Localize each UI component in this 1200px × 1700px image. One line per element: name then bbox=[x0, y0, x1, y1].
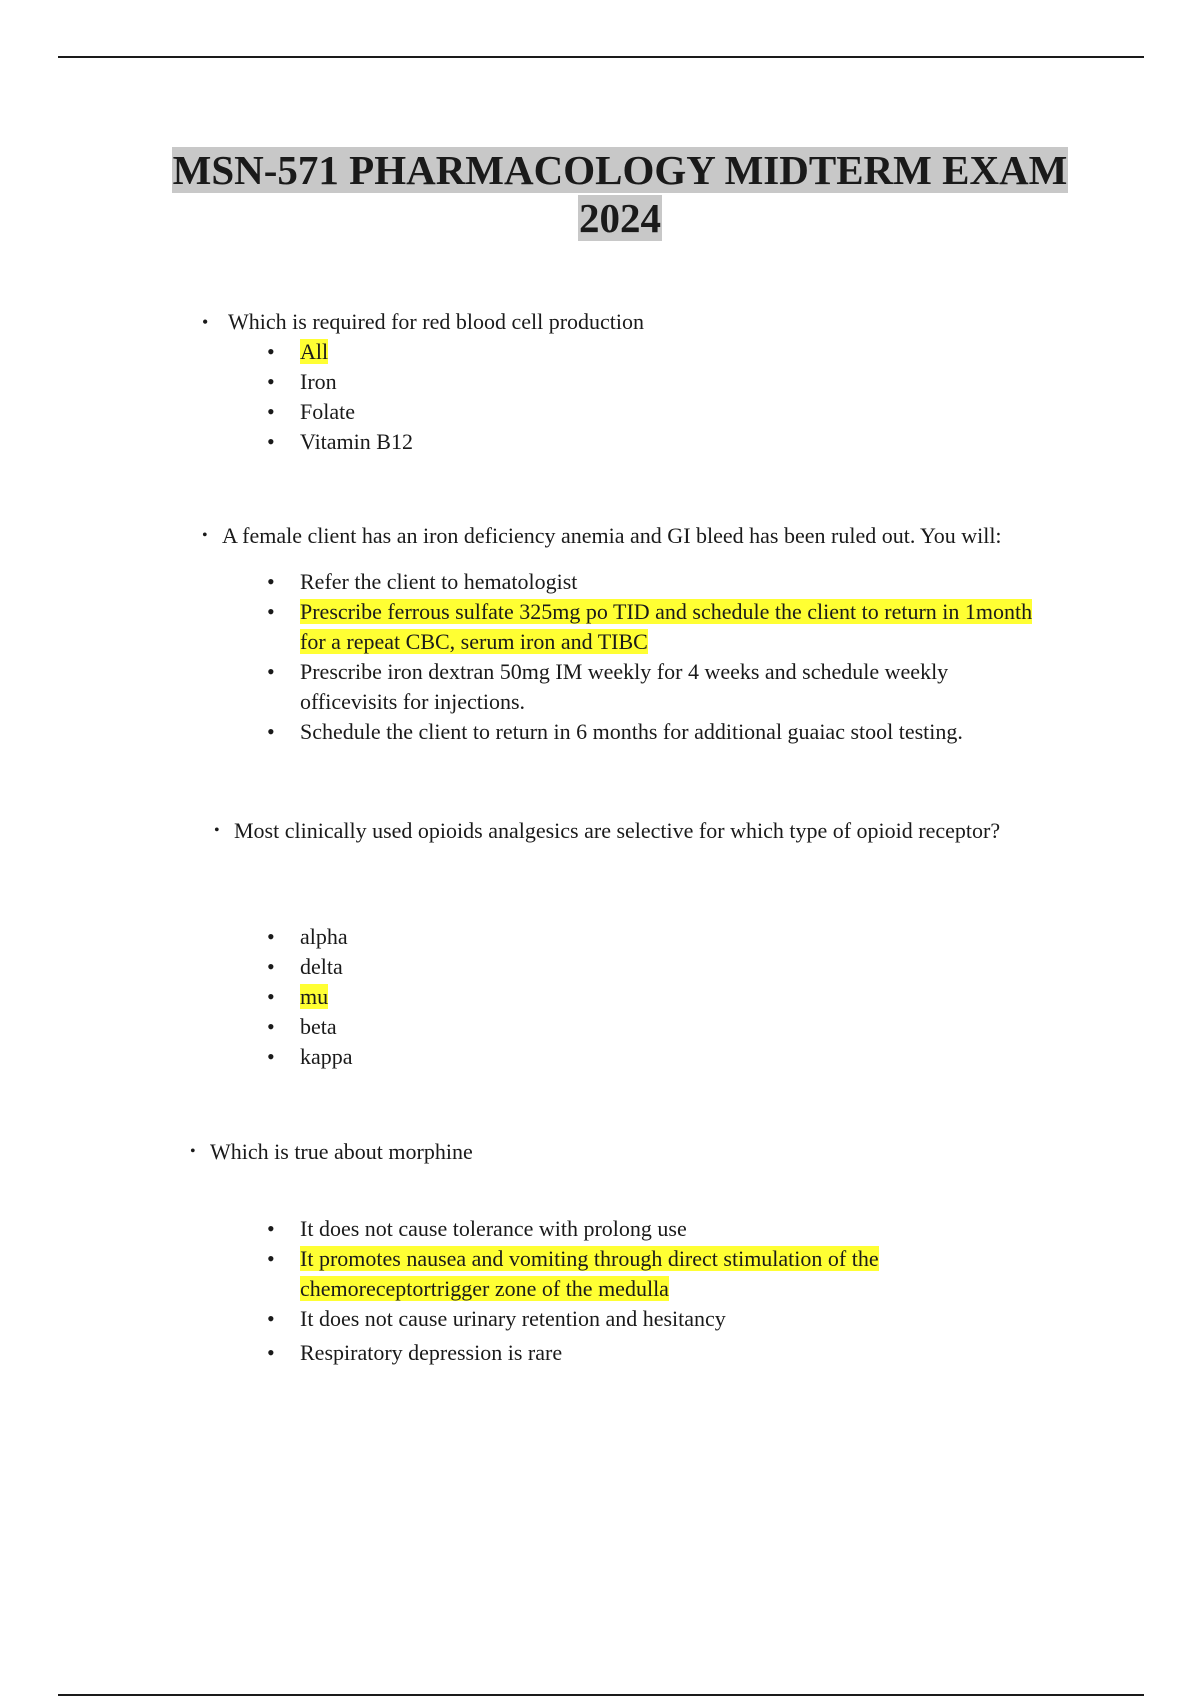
list-item bbox=[267, 597, 1040, 657]
question-4 bbox=[190, 1137, 473, 1167]
option-text: alpha bbox=[300, 924, 348, 949]
bottom-rule bbox=[58, 1694, 1144, 1696]
list-item bbox=[267, 717, 1040, 747]
bullet-icon: • bbox=[267, 339, 275, 364]
question-text: Most clinically used opioids analgesics are selective for which type of opioid receptor? bbox=[234, 818, 1001, 843]
option-text: It does not cause urinary retention and hesitancy bbox=[300, 1306, 726, 1331]
option-text: kappa bbox=[300, 1044, 353, 1069]
bullet-icon: • bbox=[267, 569, 275, 594]
bullet-icon: • bbox=[267, 1216, 275, 1241]
option-text: Prescribe ferrous sulfate 325mg po TID and schedule the client to return in 1month for a repeat CBC, serum iron and TIBC bbox=[300, 599, 1033, 654]
top-rule bbox=[58, 56, 1144, 58]
question-2 bbox=[202, 521, 1002, 551]
bullet-icon: • bbox=[267, 599, 275, 624]
bullet-icon: • bbox=[267, 924, 275, 949]
list-item bbox=[267, 657, 1040, 717]
options-list-2 bbox=[267, 567, 1040, 747]
title-line-1: MSN-571 PHARMACOLOGY MIDTERM EXAM bbox=[172, 147, 1068, 193]
bullet-icon: • bbox=[267, 719, 275, 744]
option-text: Iron bbox=[300, 369, 337, 394]
question-text: Which is required for red blood cell production bbox=[228, 309, 645, 334]
bullet-icon: • bbox=[267, 1246, 275, 1271]
question-text: Which is true about morphine bbox=[210, 1139, 473, 1164]
bullet-icon: • bbox=[267, 659, 275, 684]
list-item bbox=[267, 1214, 940, 1244]
question-1 bbox=[202, 307, 645, 337]
option-text: Prescribe iron dextran 50mg IM weekly for 4 weeks and schedule weekly officevisits for injections. bbox=[300, 659, 949, 714]
bullet-icon: • bbox=[267, 369, 275, 394]
options-list-1 bbox=[267, 337, 413, 457]
list-item bbox=[267, 982, 353, 1012]
bullet-icon: • bbox=[202, 527, 208, 544]
list-item bbox=[267, 1338, 940, 1368]
list-item bbox=[267, 427, 413, 457]
question-text: A female client has an iron deficiency anemia and GI bleed has been ruled out. You will: bbox=[222, 523, 1002, 548]
list-item bbox=[267, 1304, 940, 1334]
option-text: Schedule the client to return in 6 months for additional guaiac stool testing. bbox=[300, 719, 963, 744]
bullet-icon: • bbox=[267, 1340, 275, 1365]
list-item bbox=[267, 567, 1040, 597]
bullet-icon: • bbox=[267, 429, 275, 454]
bullet-icon: • bbox=[202, 312, 209, 332]
document-title bbox=[0, 146, 1200, 242]
list-item bbox=[267, 397, 413, 427]
options-list-3 bbox=[267, 922, 353, 1072]
list-item bbox=[267, 952, 353, 982]
option-text: Vitamin B12 bbox=[300, 429, 413, 454]
bullet-icon: • bbox=[267, 399, 275, 424]
list-item bbox=[267, 1244, 940, 1304]
list-item bbox=[267, 337, 413, 367]
list-item bbox=[267, 922, 353, 952]
list-item bbox=[267, 1012, 353, 1042]
list-item bbox=[267, 367, 413, 397]
bullet-icon: • bbox=[267, 1306, 275, 1331]
list-item bbox=[267, 1042, 353, 1072]
question-3 bbox=[214, 816, 1001, 846]
option-text: It promotes nausea and vomiting through direct stimulation of the chemoreceptortrigger zone of the medulla bbox=[300, 1246, 879, 1301]
option-text: It does not cause tolerance with prolong use bbox=[300, 1216, 687, 1241]
bullet-icon: • bbox=[214, 822, 220, 839]
bullet-icon: • bbox=[190, 1143, 196, 1160]
title-line-2: 2024 bbox=[579, 195, 661, 241]
option-text: Respiratory depression is rare bbox=[300, 1340, 563, 1365]
option-text: All bbox=[300, 339, 329, 364]
option-text: Folate bbox=[300, 399, 355, 424]
options-list-4 bbox=[267, 1214, 940, 1368]
bullet-icon: • bbox=[267, 1044, 275, 1069]
bullet-icon: • bbox=[267, 954, 275, 979]
option-text: mu bbox=[300, 984, 329, 1009]
option-text: beta bbox=[300, 1014, 337, 1039]
option-text: Refer the client to hematologist bbox=[300, 569, 578, 594]
bullet-icon: • bbox=[267, 984, 275, 1009]
option-text: delta bbox=[300, 954, 343, 979]
bullet-icon: • bbox=[267, 1014, 275, 1039]
